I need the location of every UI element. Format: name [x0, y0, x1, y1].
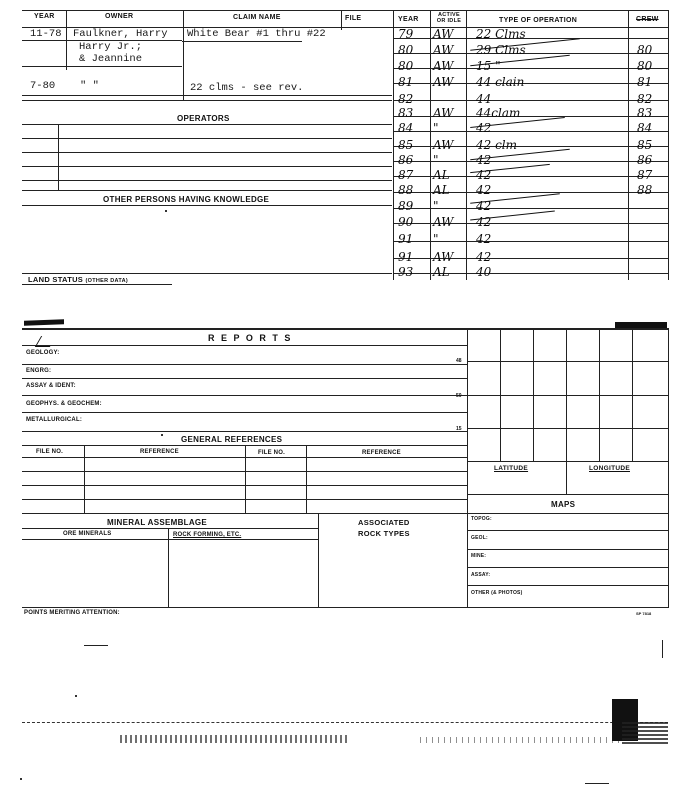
log-type: 44clam — [476, 106, 521, 120]
operators-label: OPERATORS — [177, 114, 230, 123]
scan-artifact — [84, 645, 108, 646]
col-divider — [341, 10, 342, 30]
maps-rule — [467, 494, 668, 495]
log-year: 79 — [398, 27, 414, 41]
owner-year: 11-78 — [30, 28, 62, 40]
owner-name: Faulkner, Harry — [73, 28, 168, 40]
log-status: AL — [433, 265, 450, 279]
map-grid-line — [467, 361, 668, 362]
header-active-idle: ACTIVE OR IDLE — [436, 12, 462, 24]
log-type: 42 — [476, 199, 492, 213]
col-divider — [183, 10, 184, 100]
mineral-divider — [168, 528, 169, 608]
maps-assay: ASSAY: — [471, 572, 491, 578]
land-status-underline — [22, 284, 172, 285]
log-type: 42 clm — [476, 138, 518, 152]
mineral-rule — [22, 528, 318, 529]
header-type-of-operation: TYPE OF OPERATION — [499, 17, 578, 24]
operators-rule — [22, 138, 392, 139]
owner-name: " " — [80, 80, 99, 92]
general-ref-rule — [22, 513, 668, 514]
log-crew: 80 — [637, 43, 653, 57]
log-status: " — [433, 121, 439, 135]
scan-noise-strip — [120, 735, 350, 743]
operators-rule — [22, 152, 392, 153]
map-grid-line — [467, 428, 668, 429]
log-status: " — [433, 153, 439, 167]
maps-title: MAPS — [551, 500, 576, 509]
log-year: 91 — [398, 232, 414, 246]
log-year: 90 — [398, 215, 414, 229]
scan-artifact — [662, 640, 663, 658]
general-ref-divider — [84, 445, 85, 513]
log-year: 85 — [398, 138, 414, 152]
log-status: " — [433, 199, 439, 213]
claim-name: 22 clms - see rev. — [190, 82, 304, 94]
log-status: " — [433, 232, 439, 246]
operators-divider — [58, 124, 59, 190]
reports-rule — [22, 395, 467, 396]
maps-rule — [467, 530, 668, 531]
map-grid-line — [467, 395, 668, 396]
col-divider — [393, 10, 394, 280]
log-crew: 85 — [637, 138, 653, 152]
log-status: AW — [433, 215, 454, 229]
top-rule — [22, 10, 668, 11]
log-type: 42 — [476, 168, 492, 182]
log-status: AL — [433, 168, 450, 182]
log-type: 42 — [476, 121, 492, 135]
operators-rule — [22, 124, 392, 125]
owner-row-rule — [22, 40, 182, 41]
log-crew: 84 — [637, 121, 653, 135]
land-status-title: LAND STATUS — [28, 275, 84, 284]
report-geology-num: 48 — [456, 358, 462, 364]
speck — [165, 210, 167, 212]
log-status: AW — [433, 59, 454, 73]
form-code: SP 7818 — [636, 611, 652, 616]
log-year: 80 — [398, 59, 414, 73]
col-divider — [668, 10, 669, 280]
header-crew: CREW — [636, 16, 659, 23]
grid-border — [467, 328, 468, 608]
grid-border — [668, 328, 669, 608]
log-status: AW — [433, 250, 454, 264]
log-year: 93 — [398, 265, 414, 279]
reports-top-rule — [22, 328, 668, 330]
owner-name: & Jeannine — [79, 53, 143, 65]
log-row-rule — [393, 100, 668, 101]
log-crew: 88 — [637, 183, 653, 197]
longitude-label: LONGITUDE — [589, 465, 630, 472]
latlong-divider — [566, 461, 567, 494]
ref-file-no-label-2: FILE NO. — [258, 450, 285, 456]
report-geophys-num: 50 — [456, 393, 462, 399]
col-divider — [466, 10, 467, 280]
log-type: 42 — [476, 215, 492, 229]
maps-geol: GEOL: — [471, 535, 488, 541]
speck — [161, 434, 163, 436]
owner-row-rule — [22, 95, 392, 96]
associated-label: ASSOCIATED — [358, 518, 410, 527]
log-type: 42 — [476, 183, 492, 197]
log-year: 84 — [398, 121, 414, 135]
other-persons-label: OTHER PERSONS HAVING KNOWLEDGE — [103, 195, 270, 204]
owner-row-rule — [22, 66, 182, 67]
report-metallurgical-label: METALLURGICAL: — [26, 417, 83, 423]
claim-name: White Bear #1 thru #22 — [187, 28, 326, 40]
general-references-title: GENERAL REFERENCES — [181, 435, 283, 444]
log-year: 80 — [398, 43, 414, 57]
col-divider — [430, 10, 431, 280]
report-geology-label: GEOLOGY: — [26, 350, 60, 356]
log-year: 91 — [398, 250, 414, 264]
log-crew: 83 — [637, 106, 653, 120]
operators-rule — [22, 190, 392, 191]
log-status: AW — [433, 138, 454, 152]
owner-name: Harry Jr.; — [79, 41, 143, 53]
mineral-divider — [318, 513, 319, 608]
header-year: YEAR — [34, 13, 55, 20]
log-status: AL — [433, 183, 450, 197]
log-year: 82 — [398, 92, 414, 106]
bottom-rule — [22, 722, 668, 723]
land-status-label — [28, 275, 128, 284]
reports-rule — [22, 345, 467, 346]
land-status-sub: (OTHER DATA) — [85, 278, 128, 284]
reports-rule — [22, 364, 467, 365]
scan-noise-strip — [420, 737, 620, 743]
log-year: 89 — [398, 199, 414, 213]
reports-title: R E P O R T S — [208, 333, 293, 343]
smudge-mark — [24, 319, 64, 325]
general-ref-divider — [245, 445, 246, 513]
maps-topog: TOPOG: — [471, 516, 492, 522]
rock-forming-label: ROCK FORMING, ETC. — [173, 532, 242, 538]
log-crew: 81 — [637, 75, 653, 89]
reports-rule — [22, 378, 467, 379]
maps-rule — [467, 549, 668, 550]
header-claim-name: CLAIM NAME — [233, 14, 281, 21]
log-year: 81 — [398, 75, 414, 89]
mineral-assemblage-title: MINERAL ASSEMBLAGE — [107, 518, 208, 527]
scan-blot — [622, 722, 668, 744]
log-status: AW — [433, 106, 454, 120]
other-persons-rule — [22, 205, 392, 206]
maps-rule — [467, 567, 668, 568]
log-type: 29 Clms — [476, 43, 526, 57]
rock-types-label: ROCK TYPES — [358, 529, 410, 538]
col-divider — [628, 10, 629, 280]
ore-minerals-label: ORE MINERALS — [63, 531, 112, 537]
points-meriting-attention-label: POINTS MERITING ATTENTION: — [24, 610, 120, 616]
owner-row-rule — [22, 100, 392, 101]
report-geophys-label: GEOPHYS. & GEOCHEM: — [26, 401, 102, 407]
log-status: AW — [433, 27, 454, 41]
report-assay-label: ASSAY & IDENT: — [26, 383, 76, 389]
log-crew: 82 — [637, 92, 653, 106]
maps-mine: MINE: — [471, 553, 487, 559]
log-crew: 80 — [637, 59, 653, 73]
header-file: FILE — [345, 15, 362, 22]
log-type: 42 — [476, 232, 492, 246]
general-ref-divider — [306, 445, 307, 513]
log-type: 42 — [476, 153, 492, 167]
maps-other: OTHER (& PHOTOS) — [471, 590, 523, 596]
log-type: 22 Clms — [476, 27, 526, 41]
log-crew: 87 — [637, 168, 653, 182]
operators-rule — [22, 166, 392, 167]
log-type: 40 — [476, 265, 492, 279]
log-type: 15 " — [476, 59, 501, 73]
report-metallurgical-num: 15 — [456, 426, 462, 432]
log-status: AW — [433, 75, 454, 89]
header-owner: OWNER — [105, 13, 134, 20]
claim-row-rule — [182, 41, 302, 42]
ref-file-no-label: FILE NO. — [36, 449, 63, 455]
latlong-rule — [467, 461, 668, 462]
log-crew: 86 — [637, 153, 653, 167]
log-year: 83 — [398, 106, 414, 120]
log-status: AW — [433, 43, 454, 57]
reports-rule — [22, 412, 467, 413]
mineral-rule — [22, 539, 318, 540]
scan-artifact — [585, 783, 609, 784]
header-year2: YEAR — [398, 16, 419, 23]
speck — [75, 695, 77, 697]
log-type: 44 clain — [476, 75, 525, 89]
report-engrg-label: ENGRG: — [26, 368, 52, 374]
ref-reference-label-2: REFERENCE — [362, 450, 401, 456]
reports-rule — [22, 431, 467, 432]
log-type: 42 — [476, 250, 492, 264]
log-year: 87 — [398, 168, 414, 182]
latitude-label: LATITUDE — [494, 465, 529, 472]
maps-rule — [467, 585, 668, 586]
speck — [20, 778, 22, 780]
log-year: 86 — [398, 153, 414, 167]
owner-year: 7-80 — [30, 80, 56, 92]
log-type: 44 — [476, 92, 492, 106]
ref-reference-label: REFERENCE — [140, 449, 179, 455]
land-status-rule — [22, 273, 392, 274]
log-year: 88 — [398, 183, 414, 197]
points-rule — [22, 607, 668, 608]
operators-rule — [22, 180, 392, 181]
